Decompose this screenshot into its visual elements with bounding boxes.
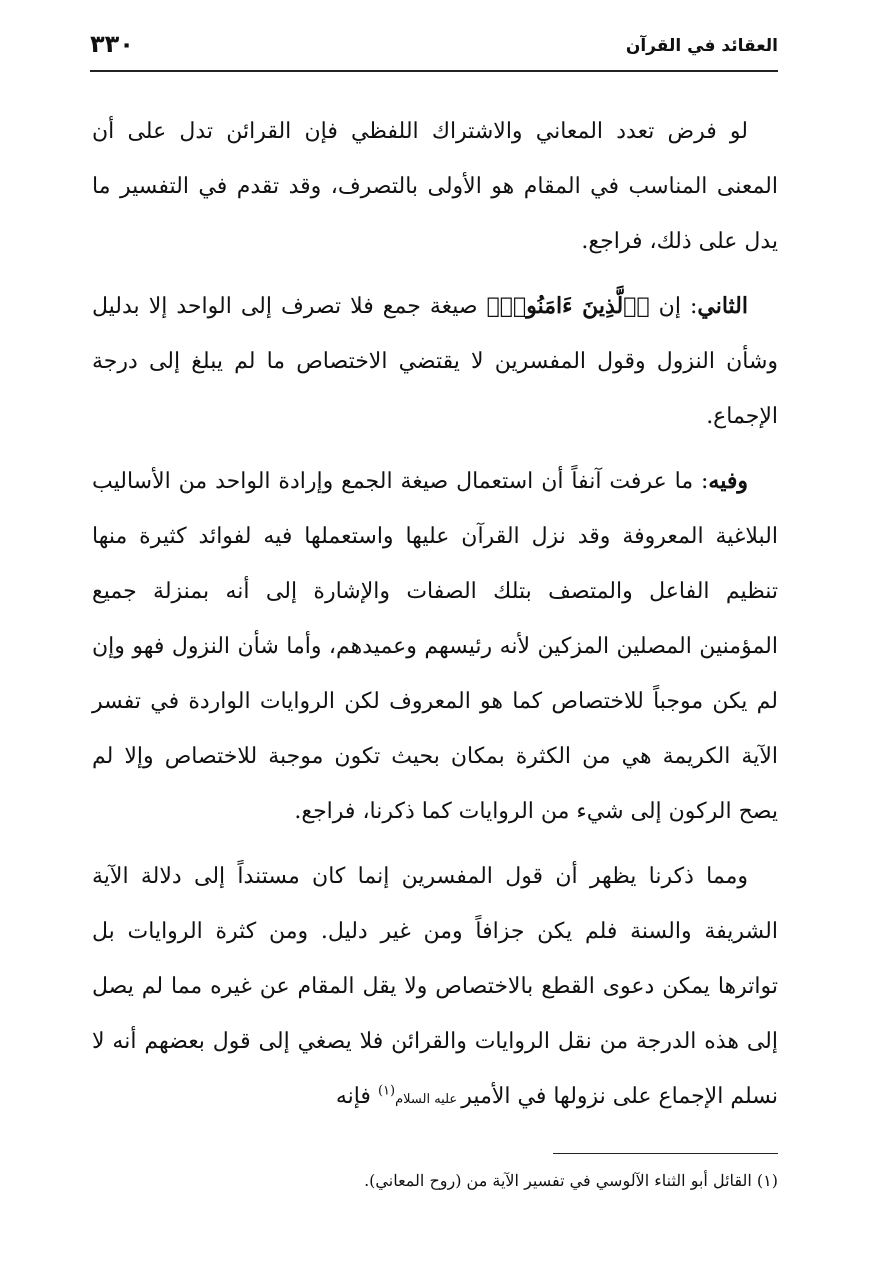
paragraph-lead: وفيه xyxy=(708,468,748,494)
running-header xyxy=(90,30,778,64)
quran-verse: ﴿ٱلَّذِينَ ءَامَنُوا۟﴾ xyxy=(486,293,650,319)
footnote-ref[interactable]: (١) xyxy=(377,1083,396,1099)
paragraph-text: : ما عرفت آنفاً أن استعمال صيغة الجمع وإرادة الواحد من الأساليب البلاغية المعروفة وقد نزل القرآن عليها واستعملها فيه لفوائد كثيرة منها تنظيم الفاعل والمتصف بتلك الصفات والإشارة إلى أنه بمنزلة جميع المؤمنين المصلين المزكين لأنه رئيسهم وعميدهم، وأما شأن النزول فهو وإن لم يكن موجباً للاختصاص كما هو المعروف لكن الروايات الواردة في تفسر الآية الكريمة هي من الكثرة بمكان بحيث تكون موجبة للاختصاص وإلا لم يصح الركون إلى شيء من الروايات كما ذكرنا، فراجع. xyxy=(92,469,778,824)
paragraph-lead: الثاني xyxy=(697,293,748,319)
paragraph-tail: فإنه xyxy=(335,1084,378,1109)
book-title: العقائد في القرآن xyxy=(625,36,778,56)
honorific-glyph: عليه السلام xyxy=(395,1092,462,1107)
page-number: ٣٣٠ xyxy=(90,30,134,58)
footnote xyxy=(92,1168,778,1194)
paragraph-pre: : إن xyxy=(649,294,698,319)
paragraph-text: ومما ذكرنا يظهر أن قول المفسرين إنما كان مستنداً إلى دلالة الآية الشريفة والسنة فلم يكن جزافاً ومن غير دليل. ومن كثرة الروايات بل تواترها يمكن دعوى القطع بالاختصاص ولا يقل المقام عن غيره مما لم يصل إلى هذه الدرجة من نقل الروايات والقرائن فلا يصغي إلى قول بعضهم أنه لا نسلم الإجماع على نزولها في الأمير xyxy=(92,864,778,1109)
paragraph-4 xyxy=(92,849,778,1127)
main-text xyxy=(92,104,778,1137)
footnote-text: (١) القائل أبو الثناء الآلوسي في تفسير الآية من (روح المعاني). xyxy=(364,1171,778,1190)
paragraph-1 xyxy=(92,104,778,269)
header-rule xyxy=(90,70,778,72)
paragraph-text: لو فرض تعدد المعاني والاشتراك اللفظي فإن القرائن تدل على أن المعنى المناسب في المقام هو الأولى بالتصرف، وقد تقدم في التفسير ما يدل على ذلك، فراجع. xyxy=(92,119,778,254)
paragraph-text: صيغة جمع فلا تصرف إلى الواحد إلا بدليل وشأن النزول وقول المفسرين لا يقتضي الاختصاص ما لم يبلغ إلى درجة الإجماع. xyxy=(92,294,778,429)
paragraph-3 xyxy=(92,454,778,839)
footnote-rule xyxy=(553,1153,778,1154)
paragraph-2 xyxy=(92,279,778,444)
